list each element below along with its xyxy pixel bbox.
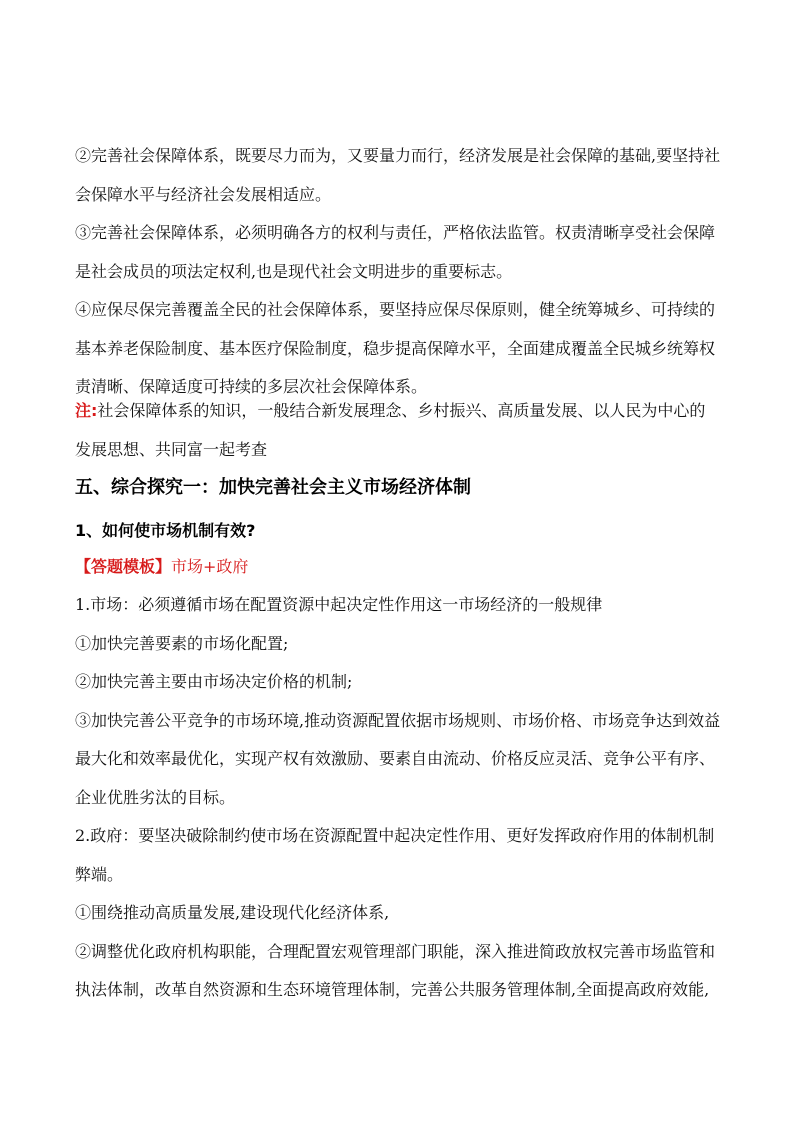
section-heading: 五、综合探究一：加快完善社会主义市场经济体制	[75, 477, 471, 498]
template-label: 【答题模板】	[75, 557, 172, 576]
text-line: 2.政府：要坚决破除制约使市场在资源配置中起决定性作用、更好发挥政府作用的体制机制	[75, 826, 715, 845]
text-line: ③加快完善公平竞争的市场环境,推动资源配置依据市场规则、市场价格、市场竞争达到效益	[75, 710, 721, 730]
template-text: 市场+政府	[171, 557, 249, 576]
text-line: 会保障水平与经济社会发展相适应。	[75, 184, 332, 204]
text-line: ②加快完善主要由市场决定价格的机制;	[75, 672, 353, 691]
text-line: 责清晰、保障适度可持续的多层次社会保障体系。	[75, 377, 428, 396]
market-government-paragraphs	[75, 586, 735, 1010]
text-line: ②调整优化政府机构职能，合理配置宏观管理部门职能，深入推进简政放权完善市场监管和	[75, 941, 716, 961]
text-line: ①围绕推动高质量发展,建设现代化经济体系,	[75, 903, 390, 922]
text-line: 最大化和效率最优化，实现产权有效激励、要素自由流动、价格反应灵活、竞争公平有序、	[75, 749, 716, 768]
text-line: 是社会成员的项法定权利,也是现代社会文明进步的重要标志。	[75, 261, 513, 281]
social-security-paragraphs	[75, 137, 735, 407]
text-line: 企业优胜劣汰的目标。	[75, 787, 236, 807]
text-line: ②完善社会保障体系，既要尽力而为，又要量力而行，经济发展是社会保障的基础,要坚持社	[75, 146, 721, 165]
text-line: 弊端。	[75, 864, 124, 884]
text-line: ③完善社会保障体系，必须明确各方的权利与责任，严格依法监管。权责清晰享受社会保障	[75, 223, 716, 242]
text-line: ④应保尽保完善覆盖全民的社会保障体系，要坚持应保尽保原则，健全统筹城乡、可持续的	[75, 300, 716, 319]
text-line: 1.市场：必须遵循市场在配置资源中起决定性作用这一市场经济的一般规律	[75, 595, 603, 614]
note-text: 社会保障体系的知识，一般结合新发展理念、乡村振兴、高质量发展、以人民为中心的	[97, 401, 706, 420]
text-line: ①加快完善要素的市场化配置;	[75, 633, 289, 653]
note-paragraph	[75, 392, 735, 469]
note-line: 发展思想、共同富一起考查	[75, 439, 268, 459]
question-heading: 1、如何使市场机制有效?	[75, 521, 256, 540]
note-line	[75, 392, 735, 431]
text-line: 基本养老保险制度、基本医疗保险制度，稳步提高保障水平，全面建成覆盖全民城乡统筹权	[75, 338, 716, 358]
note-label: 注:	[75, 401, 98, 420]
answer-template	[75, 548, 735, 587]
text-line: 执法体制，改革自然资源和生态环境管理体制，完善公共服务管理体制,全面提高政府效能,	[75, 980, 710, 999]
